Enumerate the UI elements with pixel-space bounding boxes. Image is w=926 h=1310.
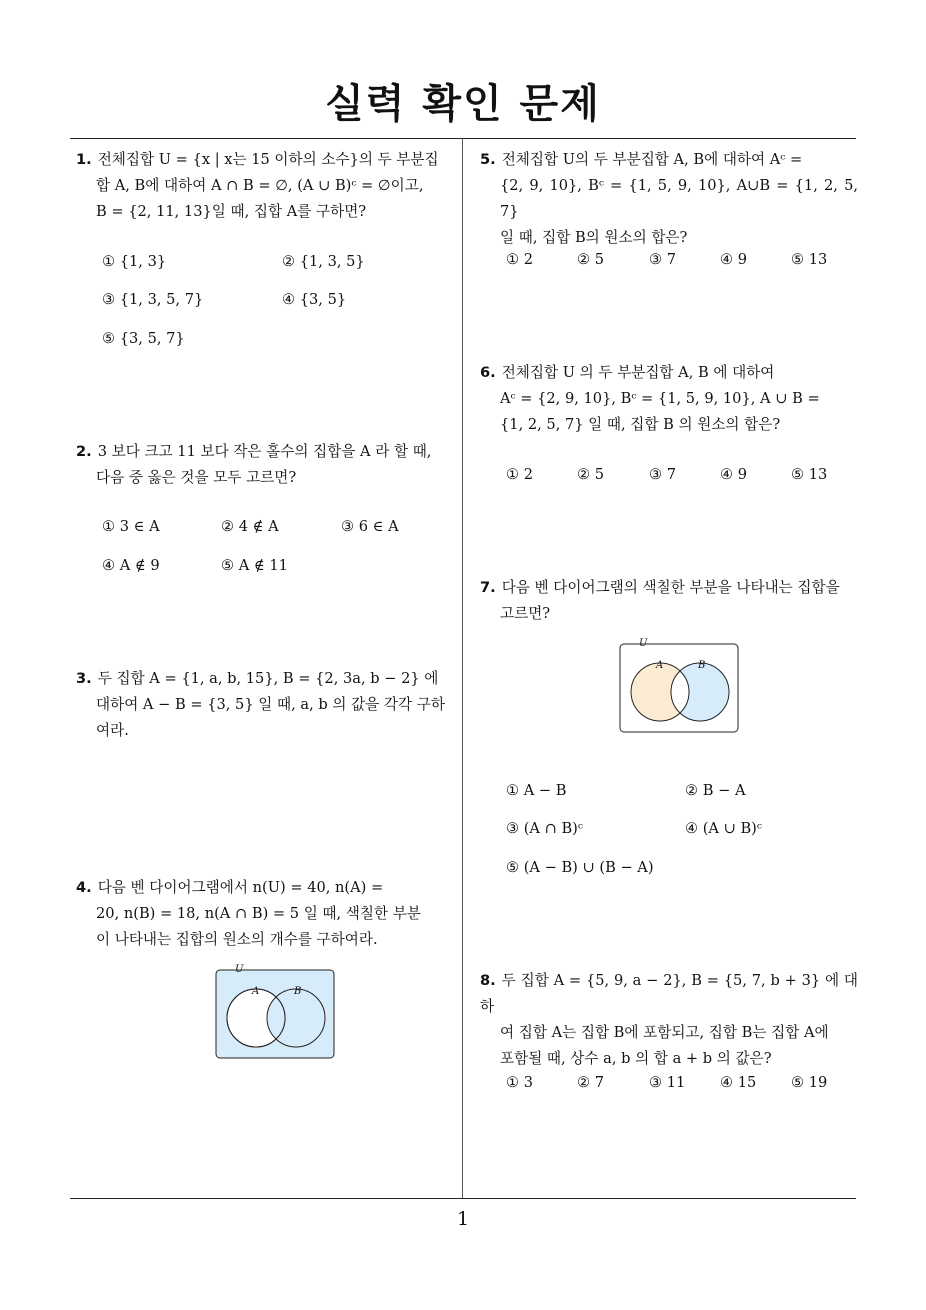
problem-7-choice-4[interactable]: ④ (A ∪ B)ᶜ [685, 820, 762, 837]
problem-number: 8. [480, 972, 496, 989]
problem-2-choice-2[interactable]: ② 4 ∉ A [221, 518, 279, 535]
problem-2 [76, 439, 456, 491]
problem-number: 2. [76, 443, 92, 460]
problem-1-line-2: 합 A, B에 대하여 A ∩ B = ∅, (A ∪ B)ᶜ = ∅이고, [96, 177, 424, 194]
problem-5-line-1: 5. 전체집합 U의 두 부분집합 A, B에 대하여 Aᶜ = [480, 151, 803, 168]
problem-2-choice-3[interactable]: ③ 6 ∈ A [341, 518, 399, 535]
problem-1-choice-4[interactable]: ④ {3, 5} [282, 291, 347, 308]
problem-3-line-2: 대하여 A − B = {3, 5} 일 때, a, b 의 값을 각각 구하 [96, 696, 445, 713]
problem-number: 1. [76, 151, 92, 168]
problem-2-choice-4[interactable]: ④ A ∉ 9 [102, 557, 160, 574]
problem-1-line-1: 1. 전체집합 U = {x | x는 15 이하의 소수}의 두 부분집 [76, 151, 439, 168]
problem-7 [480, 575, 858, 627]
problem-8-line-1: 8. 두 집합 A = {5, 9, a − 2}, B = {5, 7, b + 3} 에 대하 [480, 972, 858, 1015]
page-title: 실력 확인 문제 [325, 81, 601, 127]
problem-6-choice-3[interactable]: ③ 7 [649, 466, 677, 483]
problem-6-line-2: Aᶜ = {2, 9, 10}, Bᶜ = {1, 5, 9, 10}, A ∪ B = [500, 390, 820, 407]
problem-4-line-2: 20, n(B) = 18, n(A ∩ B) = 5 일 때, 색칠한 부분 [96, 905, 421, 922]
problem-8 [480, 968, 858, 1072]
problem-6-line-3: {1, 2, 5, 7} 일 때, 집합 B 의 원소의 합은? [500, 416, 781, 433]
problem-3-line-3: 여라. [96, 722, 129, 739]
problem-5-line-3: 일 때, 집합 B의 원소의 합은? [500, 229, 688, 246]
problem-1-line-3: B = {2, 11, 13}일 때, 집합 A를 구하면? [96, 203, 367, 220]
problem-4-line-3: 이 나타내는 집합의 원소의 개수를 구하여라. [96, 931, 378, 948]
problem-7-choice-2[interactable]: ② B − A [685, 782, 746, 799]
problem-7-choice-3[interactable]: ③ (A ∩ B)ᶜ [506, 820, 583, 837]
venn-label-b: B [698, 660, 706, 671]
problem-3 [76, 666, 456, 744]
problem-1-choice-2[interactable]: ② {1, 3, 5} [282, 253, 365, 270]
problem-2-choice-1[interactable]: ① 3 ∈ A [102, 518, 160, 535]
problem-number: 7. [480, 579, 496, 596]
problem-6-choice-2[interactable]: ② 5 [577, 466, 605, 483]
venn-label-a: A [656, 660, 664, 671]
problem-7-venn-diagram [614, 634, 744, 736]
problem-1-choice-5[interactable]: ⑤ {3, 5, 7} [102, 330, 185, 347]
column-divider [462, 138, 463, 1198]
problem-8-choice-3[interactable]: ③ 11 [649, 1074, 686, 1091]
problem-6 [480, 360, 858, 438]
venn-universe-label: U [235, 964, 244, 975]
problem-6-line-1: 6. 전체집합 U 의 두 부분집합 A, B 에 대하여 [480, 364, 775, 381]
problem-8-choice-4[interactable]: ④ 15 [720, 1074, 757, 1091]
problem-1-choice-1[interactable]: ① {1, 3} [102, 253, 167, 270]
problem-number: 3. [76, 670, 92, 687]
bottom-divider [70, 1198, 856, 1199]
problem-8-line-3: 포함될 때, 상수 a, b 의 합 a + b 의 값은? [500, 1050, 772, 1067]
problem-1 [76, 147, 456, 225]
problem-4 [76, 875, 456, 953]
problem-8-choice-5[interactable]: ⑤ 19 [791, 1074, 828, 1091]
problem-2-line-2: 다음 중 옳은 것을 모두 고르면? [96, 469, 297, 486]
problem-7-line-2: 고르면? [500, 605, 551, 622]
page-number: 1 [456, 1208, 470, 1230]
problem-5-line-2: {2, 9, 10}, Bᶜ = {1, 5, 9, 10}, A∪B = {1, 2, 5, 7} [500, 177, 858, 220]
problem-5-choice-5[interactable]: ⑤ 13 [791, 251, 828, 268]
problem-6-choice-1[interactable]: ① 2 [506, 466, 534, 483]
problem-number: 6. [480, 364, 496, 381]
problem-5-choice-1[interactable]: ① 2 [506, 251, 534, 268]
problem-number: 4. [76, 879, 92, 896]
venn-universe-label: U [639, 638, 648, 649]
problem-5-choice-4[interactable]: ④ 9 [720, 251, 748, 268]
problem-7-line-1: 7. 다음 벤 다이어그램의 색칠한 부분을 나타내는 집합을 [480, 579, 840, 596]
problem-1-choice-3[interactable]: ③ {1, 3, 5, 7} [102, 291, 204, 308]
problem-6-choice-4[interactable]: ④ 9 [720, 466, 748, 483]
problem-3-line-1: 3. 두 집합 A = {1, a, b, 15}, B = {2, 3a, b − 2} 에 [76, 670, 439, 687]
problem-4-venn-diagram [210, 960, 340, 1062]
problem-5-choice-3[interactable]: ③ 7 [649, 251, 677, 268]
problem-8-choice-2[interactable]: ② 7 [577, 1074, 605, 1091]
problem-4-line-1: 4. 다음 벤 다이어그램에서 n(U) = 40, n(A) = [76, 879, 384, 896]
problem-5-choice-2[interactable]: ② 5 [577, 251, 605, 268]
top-divider [70, 138, 856, 139]
problem-7-choice-5[interactable]: ⑤ (A − B) ∪ (B − A) [506, 859, 654, 876]
problem-2-line-1: 2. 3 보다 크고 11 보다 작은 홀수의 집합을 A 라 할 때, [76, 443, 432, 460]
problem-number: 5. [480, 151, 496, 168]
problem-8-choice-1[interactable]: ① 3 [506, 1074, 534, 1091]
problem-8-line-2: 여 집합 A는 집합 B에 포함되고, 집합 B는 집합 A에 [500, 1024, 829, 1041]
problem-2-choice-5[interactable]: ⑤ A ∉ 11 [221, 557, 288, 574]
venn-label-a: A [252, 986, 260, 997]
problem-5 [480, 147, 858, 251]
problem-7-choice-1[interactable]: ① A − B [506, 782, 567, 799]
problem-6-choice-5[interactable]: ⑤ 13 [791, 466, 828, 483]
venn-label-b: B [294, 986, 302, 997]
